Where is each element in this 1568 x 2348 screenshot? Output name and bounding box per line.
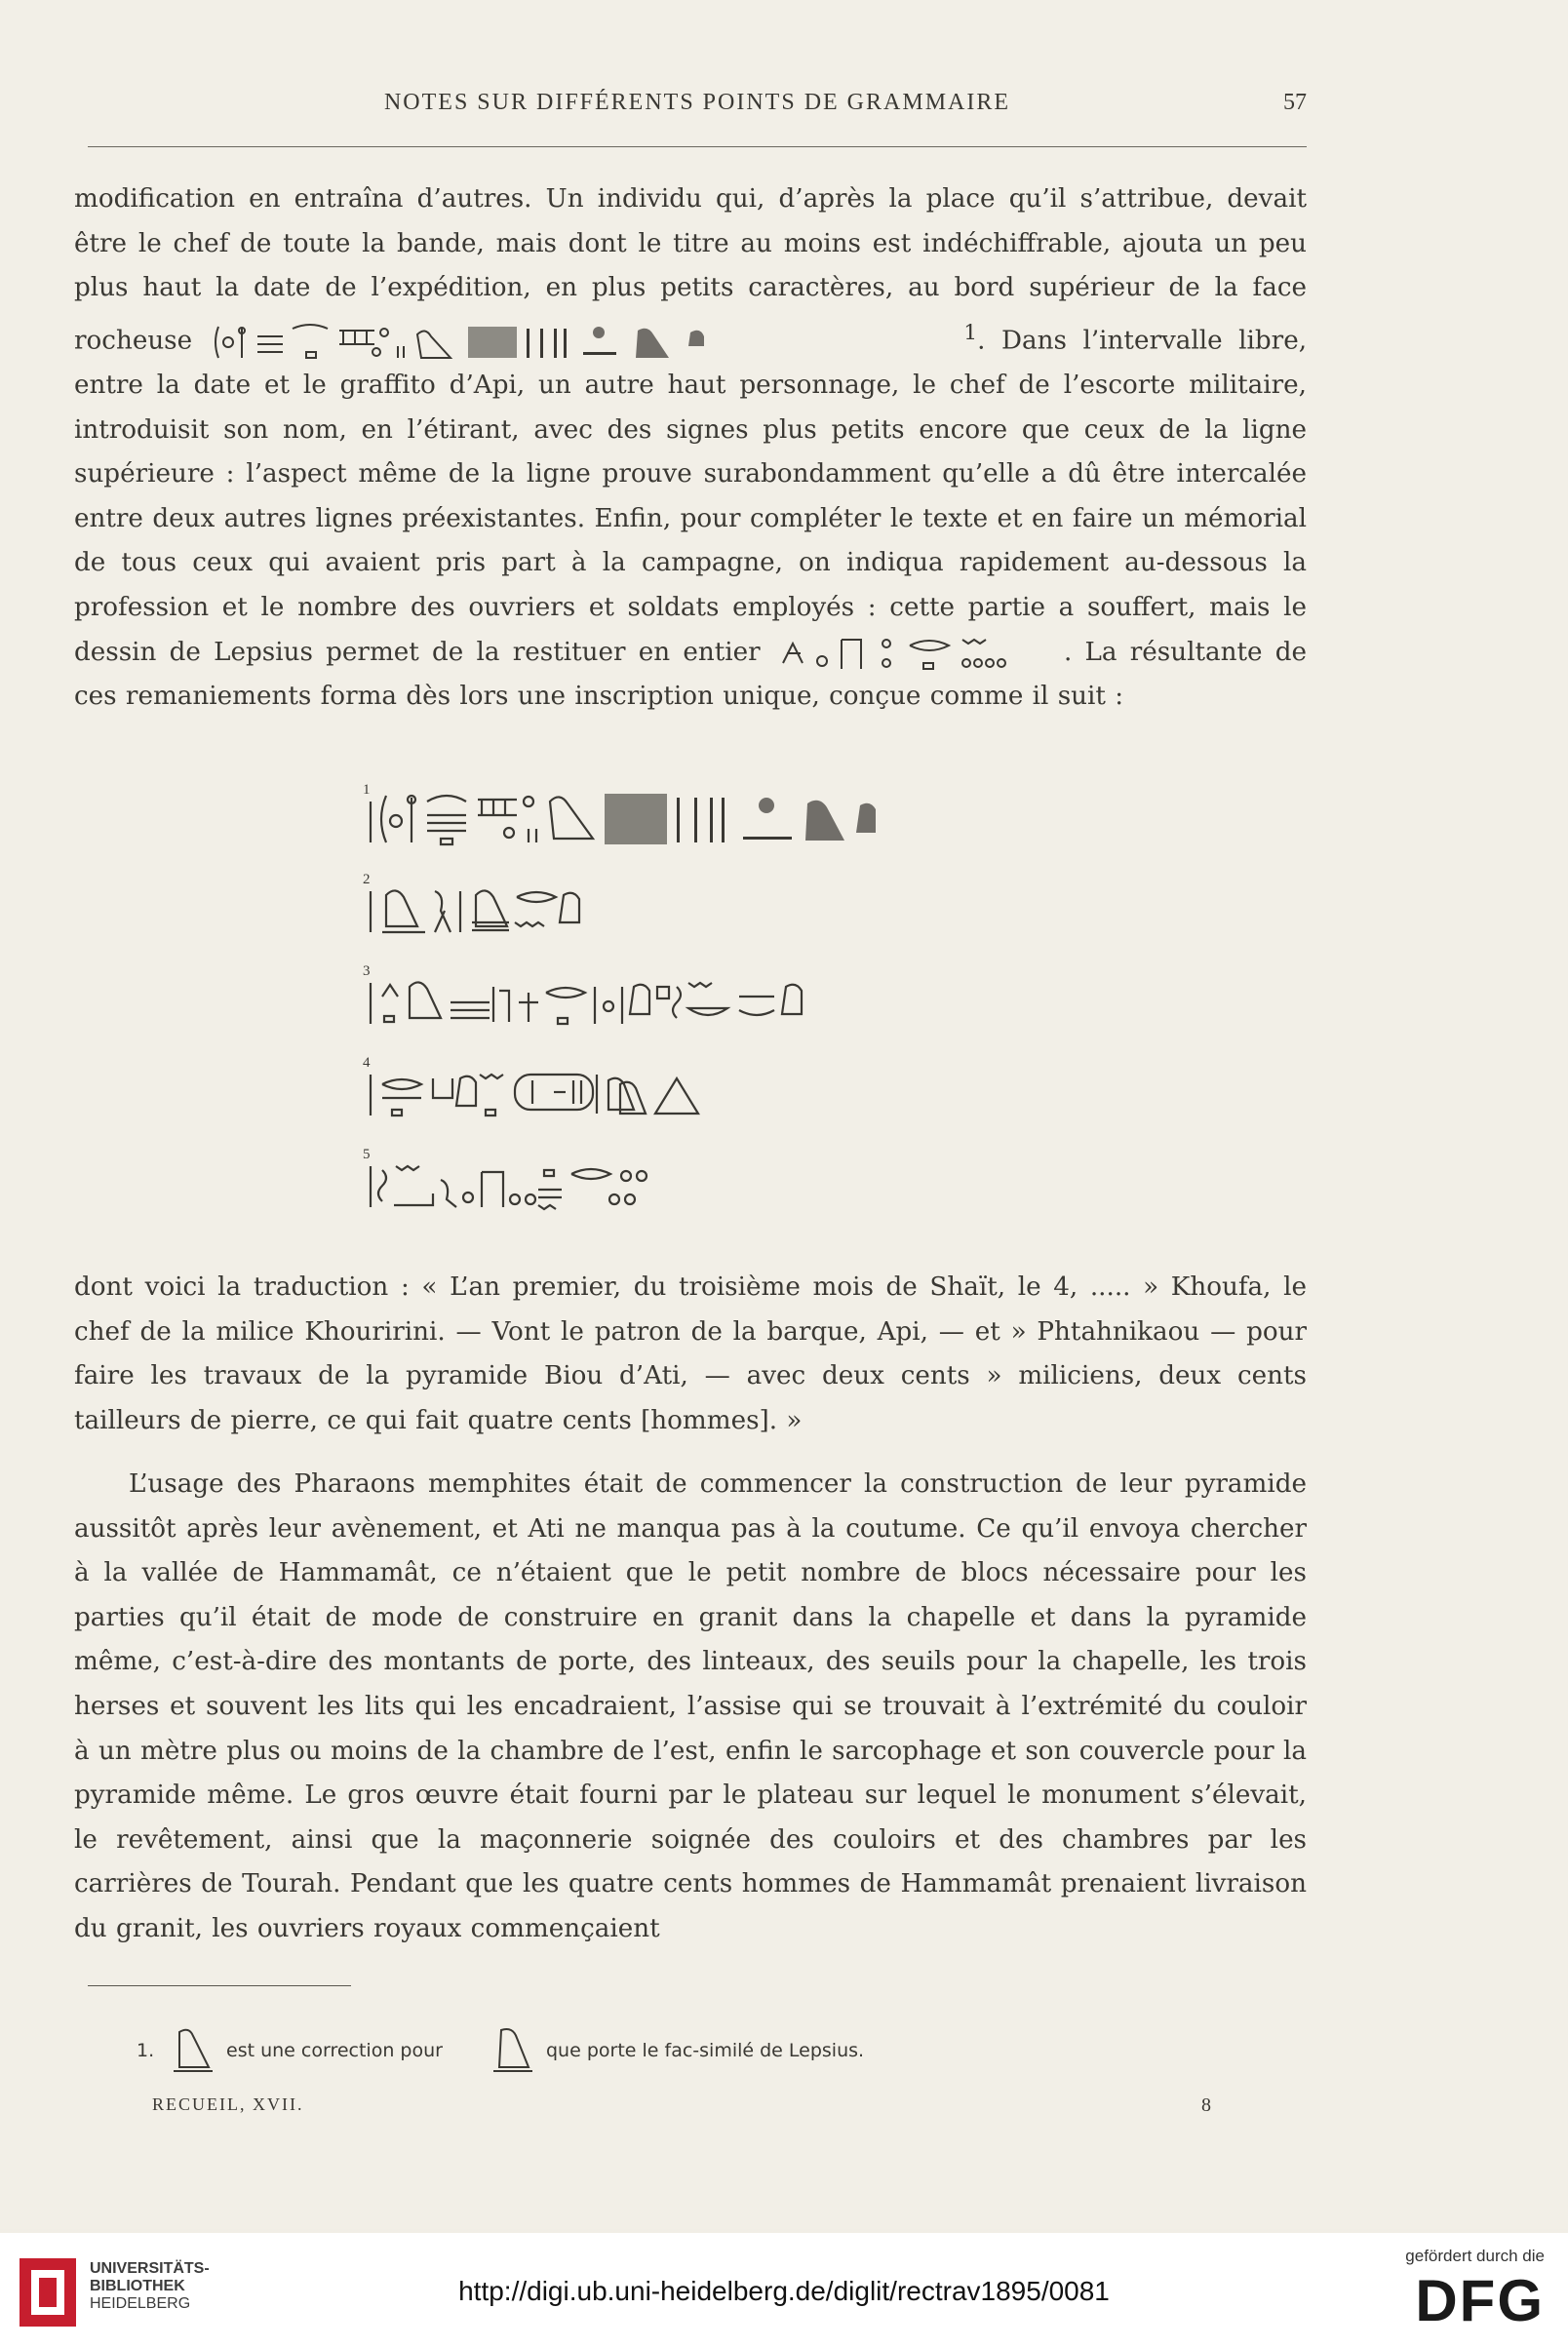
hieroglyph-ibis-icon: [170, 2024, 216, 2075]
running-title: NOTES SUR DIFFÉRENTS POINTS DE GRAMMAIRE: [383, 90, 1011, 115]
page-number: 57: [1283, 90, 1307, 115]
paragraph-1-text-c: . La résultante de ces remaniements forma dès lors une inscription unique, conçue comme il suit :: [74, 637, 1307, 712]
paragraph-3: [74, 1463, 1307, 1952]
line-number: 2: [363, 872, 371, 887]
line-number: 1: [363, 782, 371, 798]
hieroglyphic-inscription: [363, 772, 1006, 1250]
funded-by-label: gefördert durch die: [1405, 2247, 1545, 2265]
inscription-line-3: [363, 963, 1006, 1032]
paragraph-3-text: L’usage des Pharaons memphites était de commencer la construction de leur pyramide aussitôt après leur avènement, et Ati ne manqua pas à la coutume. Ce qu’il envoya chercher à la vallée de Hammamât, ce n’étaient que le petit nombre de blocs nécessaire pour les parties qu’il était de mode de construire en granit dans la chapelle et dans la pyramide même, c’est-à-dire des montants de porte, des linteaux, des seuils pour la chapelle, les trois herses et souvent les lits qui les encadraient, l’assise qui se trouvait à l’extrémité du couloir à un mètre plus ou moins de la chambre de l’est, enfin le sarcophage et son couvercle pour la pyramide même. Le gros œuvre était fourni par le plateau sur lequel le monument s’élevait, le revêtement, ainsi que la maçonnerie soignée des couloirs et des chambres par les carrières de Tourah. Pendant que les quatre cents hommes de Hammamât prenaient livraison du granit, les ouvriers royaux commençaient: [74, 1469, 1307, 1943]
line-number: 4: [363, 1055, 371, 1071]
paragraph-2-translation: [74, 1266, 1307, 1443]
inline-hieroglyphs-restored: [777, 634, 1060, 673]
footnote-rule: [88, 1985, 351, 1986]
library-name-line-2: BIBLIOTHEK: [90, 2278, 185, 2294]
paragraph-1: [74, 177, 1307, 720]
hieroglyphs-line-1: [363, 782, 1006, 850]
line-number: 3: [363, 963, 371, 979]
inscription-line-4: [363, 1055, 1006, 1123]
line-number: 5: [363, 1147, 371, 1162]
hieroglyphs-line-5: [363, 1147, 1006, 1215]
footnote-text-a: est une correction pour: [226, 2040, 443, 2061]
footnote-ref-1: 1: [963, 320, 978, 345]
source-url-link[interactable]: http://digi.ub.uni-heidelberg.de/diglit/rectrav1895/0081: [458, 2276, 1110, 2306]
paragraph-2-text: dont voici la traduction : « L’an premier, du troisième mois de Shaït, le 4, ..... » Khoufa, le chef de la milice Khouririni. — Vont le patron de la barque, Api, — et » Phtahnikaou — pour faire les travaux de la pyramide Biou d’Ati, — avec deux cents » miliciens, deux cents tailleurs de pierre, ce qui fait quatre cents [hommes]. »: [74, 1272, 1307, 1435]
footnote-text-b: que porte le fac-similé de Lepsius.: [546, 2040, 865, 2061]
hieroglyph-owl-icon: [490, 2024, 536, 2075]
hieroglyphs-line-3: [363, 963, 1006, 1032]
paragraph-1-text-b: . Dans l’intervalle libre, entre la date et le graffito d’Api, un autre haut personnage, le chef de l’escorte militaire, introduisit son nom, en l’étirant, avec des signes plus petits encore que ceux de la ligne supérieure : l’aspect même de la ligne prouve surabondamment qu’elle a dû être intercalée entre deux autres lignes préexistantes. Enfin, pour compléter le texte et en faire un mémorial de tous ceux qui avaient pris part à la campagne, on indiqua rapidement au-dessous la profession et le nombre des ouvriers et soldats employés : cette partie a souffert, mais le dessin de Lepsius permet de la restituer en entier: [74, 326, 1308, 667]
dfg-logo: DFG: [1415, 2268, 1545, 2333]
header-rule: [88, 146, 1307, 147]
page-header: [88, 86, 1307, 125]
inline-hieroglyphs-date: [213, 323, 944, 362]
hieroglyphs-line-4: [363, 1055, 1006, 1123]
signature-mark: RECUEIL, XVII.: [152, 2094, 304, 2114]
hieroglyphs-line-2: [363, 872, 1006, 940]
footnote-1: [137, 2024, 1112, 2083]
footnote-number: 1.: [137, 2040, 155, 2061]
inscription-line-5: [363, 1147, 1006, 1215]
inscription-line-2: [363, 872, 1006, 940]
inscription-line-1: [363, 782, 1006, 850]
paragraph-1-text-a: modification en entraîna d’autres. Un individu qui, d’après la place qu’il s’attribue, devait être le chef de toute la bande, mais dont le titre au moins est indéchiffrable, ajouta un peu plus haut la date de l’expédition, en plus petits caractères, au bord supérieur de la face rocheuse: [74, 184, 1307, 356]
digitization-footer: [0, 2233, 1568, 2348]
library-name-line-3: HEIDELBERG: [90, 2295, 191, 2312]
sheet-number: 8: [1201, 2094, 1211, 2116]
library-name-line-1: UNIVERSITÄTS-: [90, 2260, 210, 2277]
